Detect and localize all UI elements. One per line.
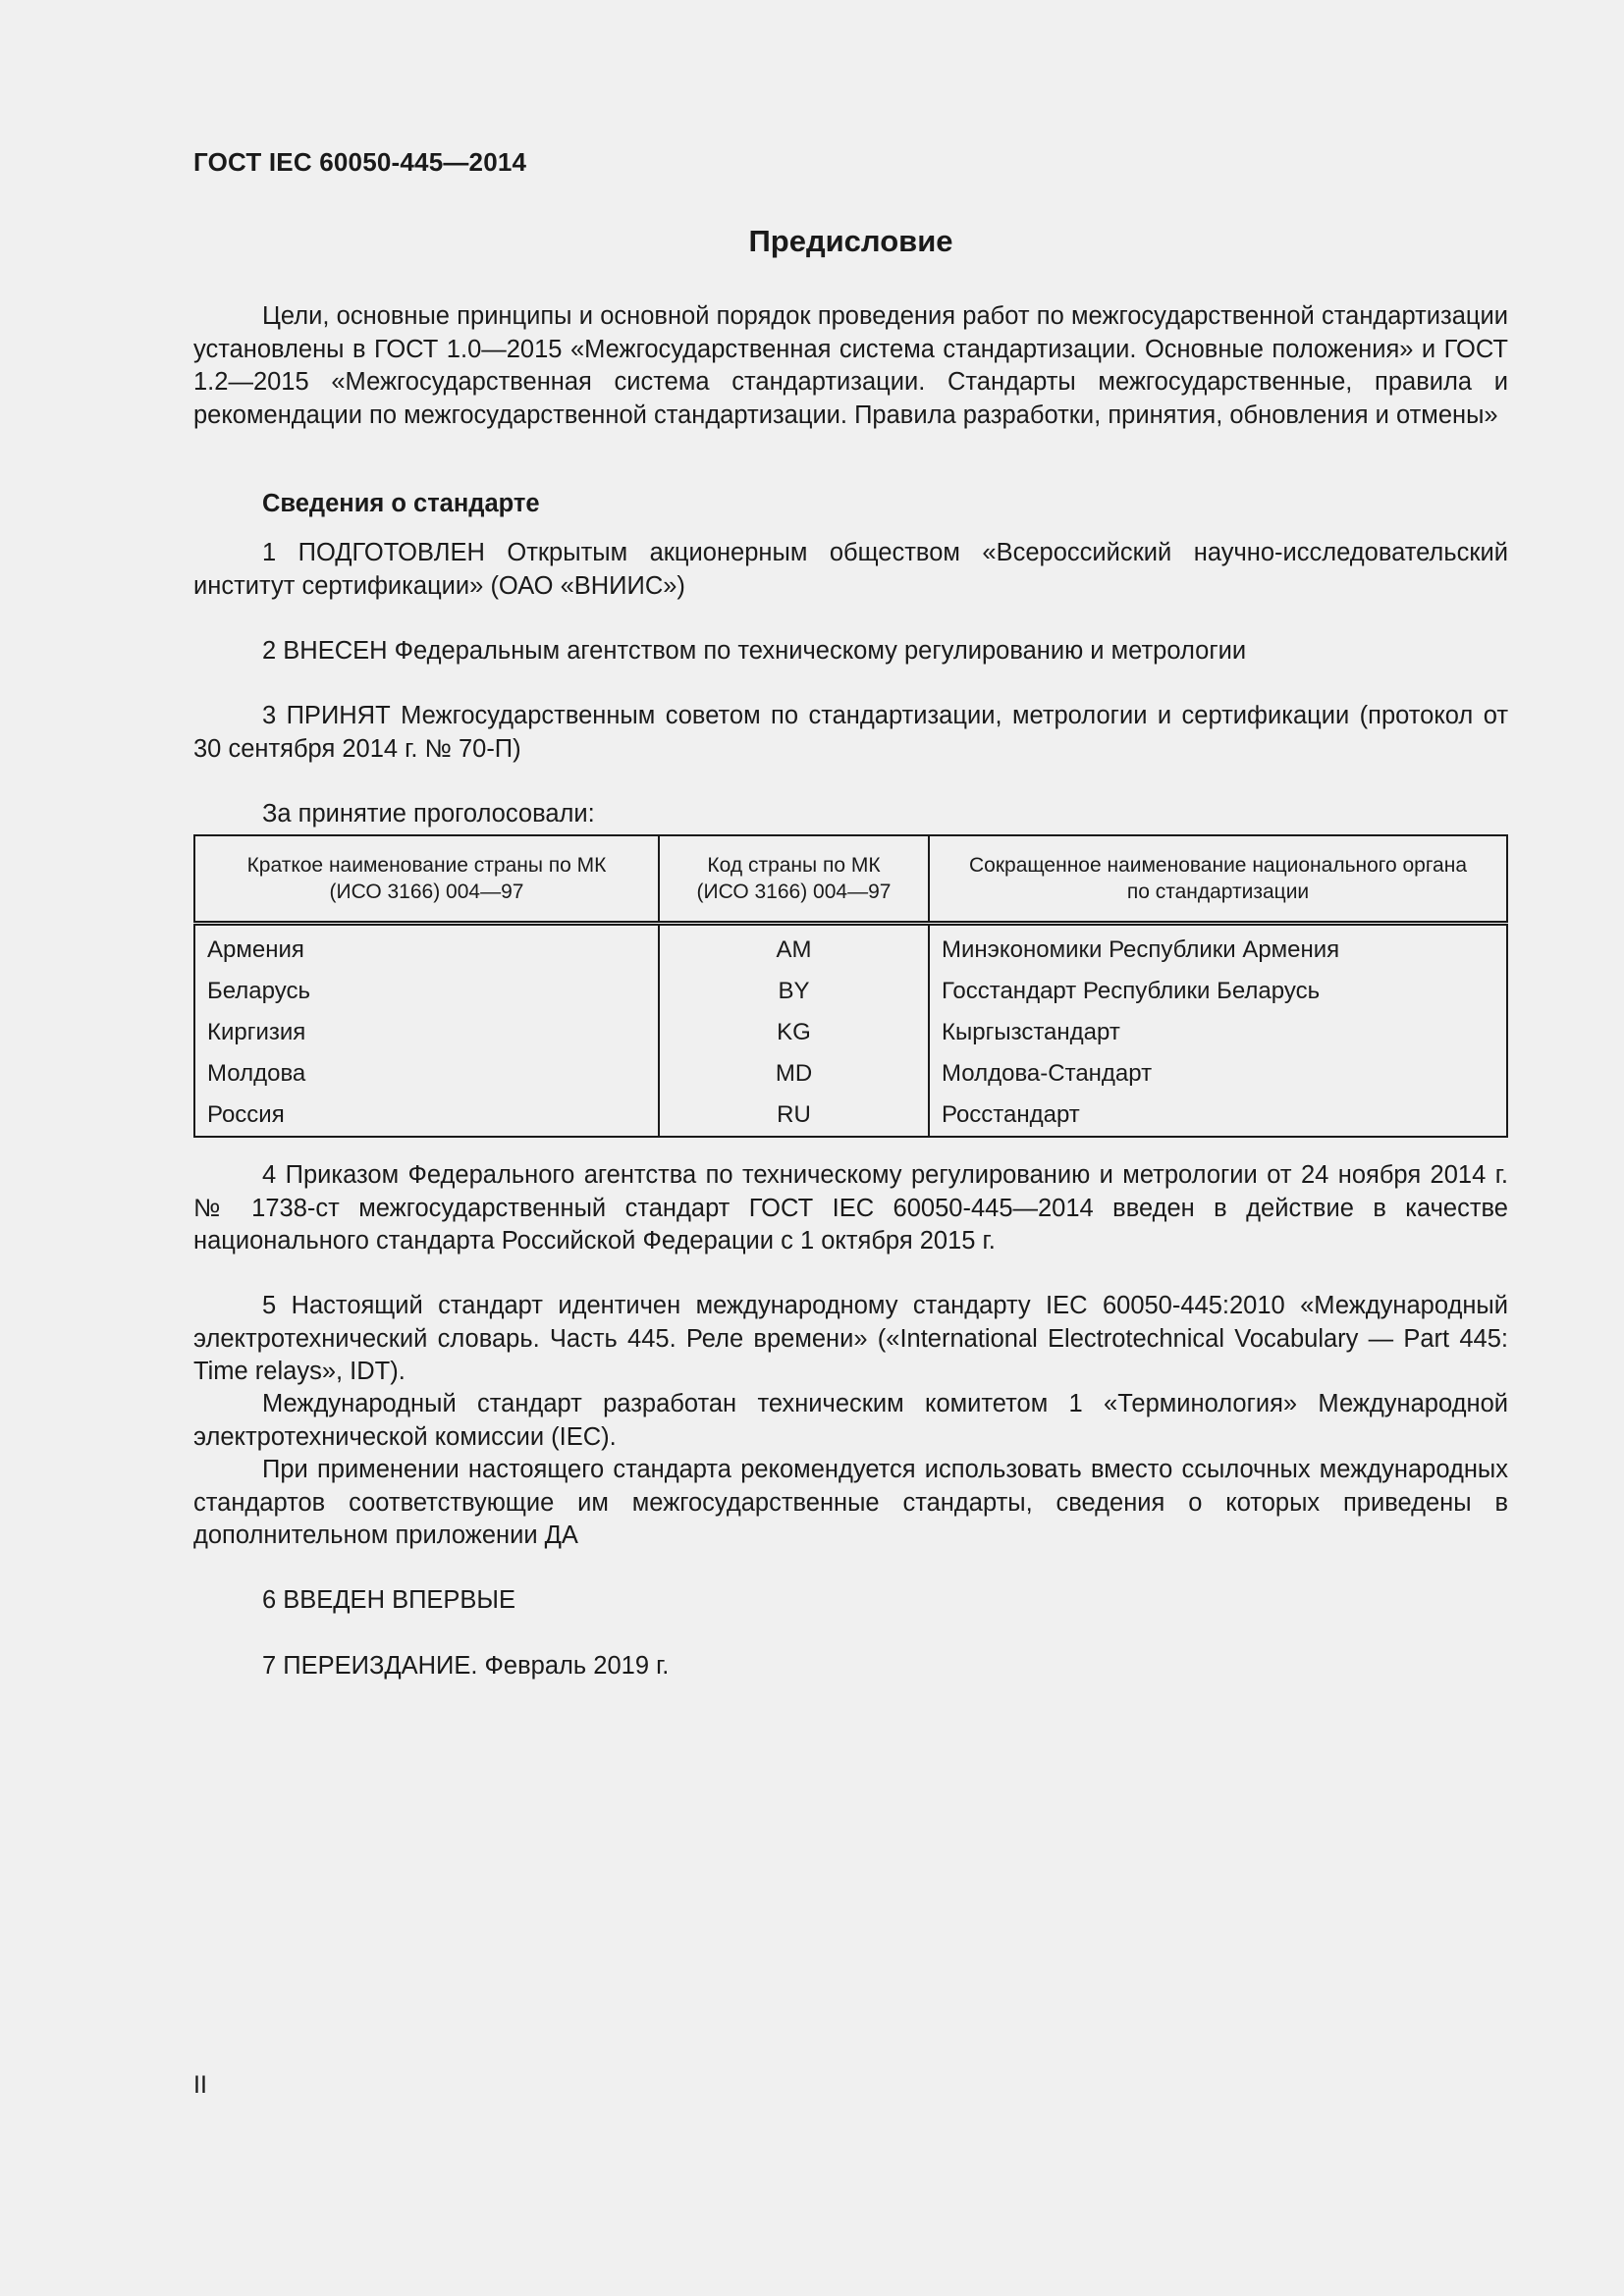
header-national-body-line1: Сокращенное наименование национального органа	[968, 854, 1468, 877]
header-country-name-line2: (ИСО 3166) 004—97	[329, 881, 524, 903]
cell-code: AM	[659, 924, 929, 972]
item-1-prepared: 1 ПОДГОТОВЛЕН Открытым акционерным обществом «Всероссийский научно-исследовательский институт сертификации» (ОАО «ВНИИС»)	[193, 539, 1508, 600]
cell-national-body: Кыргызстандарт	[929, 1012, 1507, 1053]
table-row	[194, 1012, 1507, 1053]
document-code-header: ГОСТ IEC 60050-445—2014	[193, 147, 527, 177]
cell-national-body: Минэкономики Республики Армения	[929, 924, 1507, 972]
item-7-reissue: 7 ПЕРЕИЗДАНИЕ. Февраль 2019 г.	[262, 1652, 670, 1680]
table-row	[194, 1053, 1507, 1095]
cell-national-body: Росстандарт	[929, 1095, 1507, 1137]
table-row	[194, 1095, 1507, 1137]
header-country-name-line1: Краткое наименование страны по МК	[246, 854, 607, 877]
page-number: II	[193, 2071, 207, 2099]
item-5-developer: Международный стандарт разработан техническим комитетом 1 «Терминология» Международной электротехнической комиссии (IEC).	[193, 1390, 1508, 1451]
cell-code: MD	[659, 1053, 929, 1095]
header-country-code-line1: Код страны по МК	[707, 854, 881, 877]
cell-country: Киргизия	[194, 1012, 659, 1053]
item-2-introduced: 2 ВНЕСЕН Федеральным агентством по техническому регулированию и метрологии	[262, 637, 1247, 665]
item-4-enactment: 4 Приказом Федерального агентства по техническому регулированию и метрологии от 24 ноября 2014 г. № 1738-ст межгосударственный стандарт ГОСТ IEC 60050-445—2014 введен в действие в качестве национального стандарта Российской Федерации с 1 октября 2015 г.	[193, 1161, 1508, 1255]
cell-national-body: Госстандарт Республики Беларусь	[929, 971, 1507, 1012]
item-5-identical: 5 Настоящий стандарт идентичен международному стандарту IEC 60050-445:2010 «Международный электротехнический словарь. Часть 445. Реле времени» («International Electrotechnical Vocabulary — Part 445: Time relays», IDT).	[193, 1292, 1508, 1385]
voting-countries-table	[193, 834, 1508, 1138]
cell-country: Беларусь	[194, 971, 659, 1012]
cell-code: RU	[659, 1095, 929, 1137]
cell-country: Армения	[194, 924, 659, 972]
item-5-application: При применении настоящего стандарта рекомендуется использовать вместо ссылочных международных стандартов соответствующие им межгосударственные стандарты, сведения о которых приведены в дополнительном приложении ДА	[193, 1456, 1508, 1549]
header-country-code-line2: (ИСО 3166) 004—97	[696, 881, 892, 903]
cell-code: BY	[659, 971, 929, 1012]
cell-national-body: Молдова-Стандарт	[929, 1053, 1507, 1095]
header-national-body	[929, 835, 1507, 924]
header-national-body-line2: по стандартизации	[1126, 881, 1310, 903]
header-country-name	[194, 835, 659, 924]
table-row	[194, 971, 1507, 1012]
page-title: Предисловие	[748, 224, 953, 258]
item-3-adopted: 3 ПРИНЯТ Межгосударственным советом по стандартизации, метрологии и сертификации (протокол от 30 сентября 2014 г. № 70-П)	[193, 702, 1508, 763]
vote-label: За принятие проголосовали:	[262, 800, 595, 828]
table-row	[194, 924, 1507, 972]
cell-code: KG	[659, 1012, 929, 1053]
standard-info-heading: Сведения о стандарте	[262, 490, 540, 517]
item-6-first-introduced: 6 ВВЕДЕН ВПЕРВЫЕ	[262, 1586, 516, 1614]
table-header-row	[194, 835, 1507, 924]
intro-paragraph: Цели, основные принципы и основной порядок проведения работ по межгосударственной стандартизации установлены в ГОСТ 1.0—2015 «Межгосударственная система стандартизации. Основные положения» и ГОСТ 1.2—2015 «Межгосударственная система стандартизации. Стандарты межгосударственные, правила и рекомендации по межгосударственной стандартизации. Правила разработки, принятия, обновления и отмены»	[193, 302, 1508, 429]
cell-country: Молдова	[194, 1053, 659, 1095]
cell-country: Россия	[194, 1095, 659, 1137]
header-country-code	[659, 835, 929, 924]
